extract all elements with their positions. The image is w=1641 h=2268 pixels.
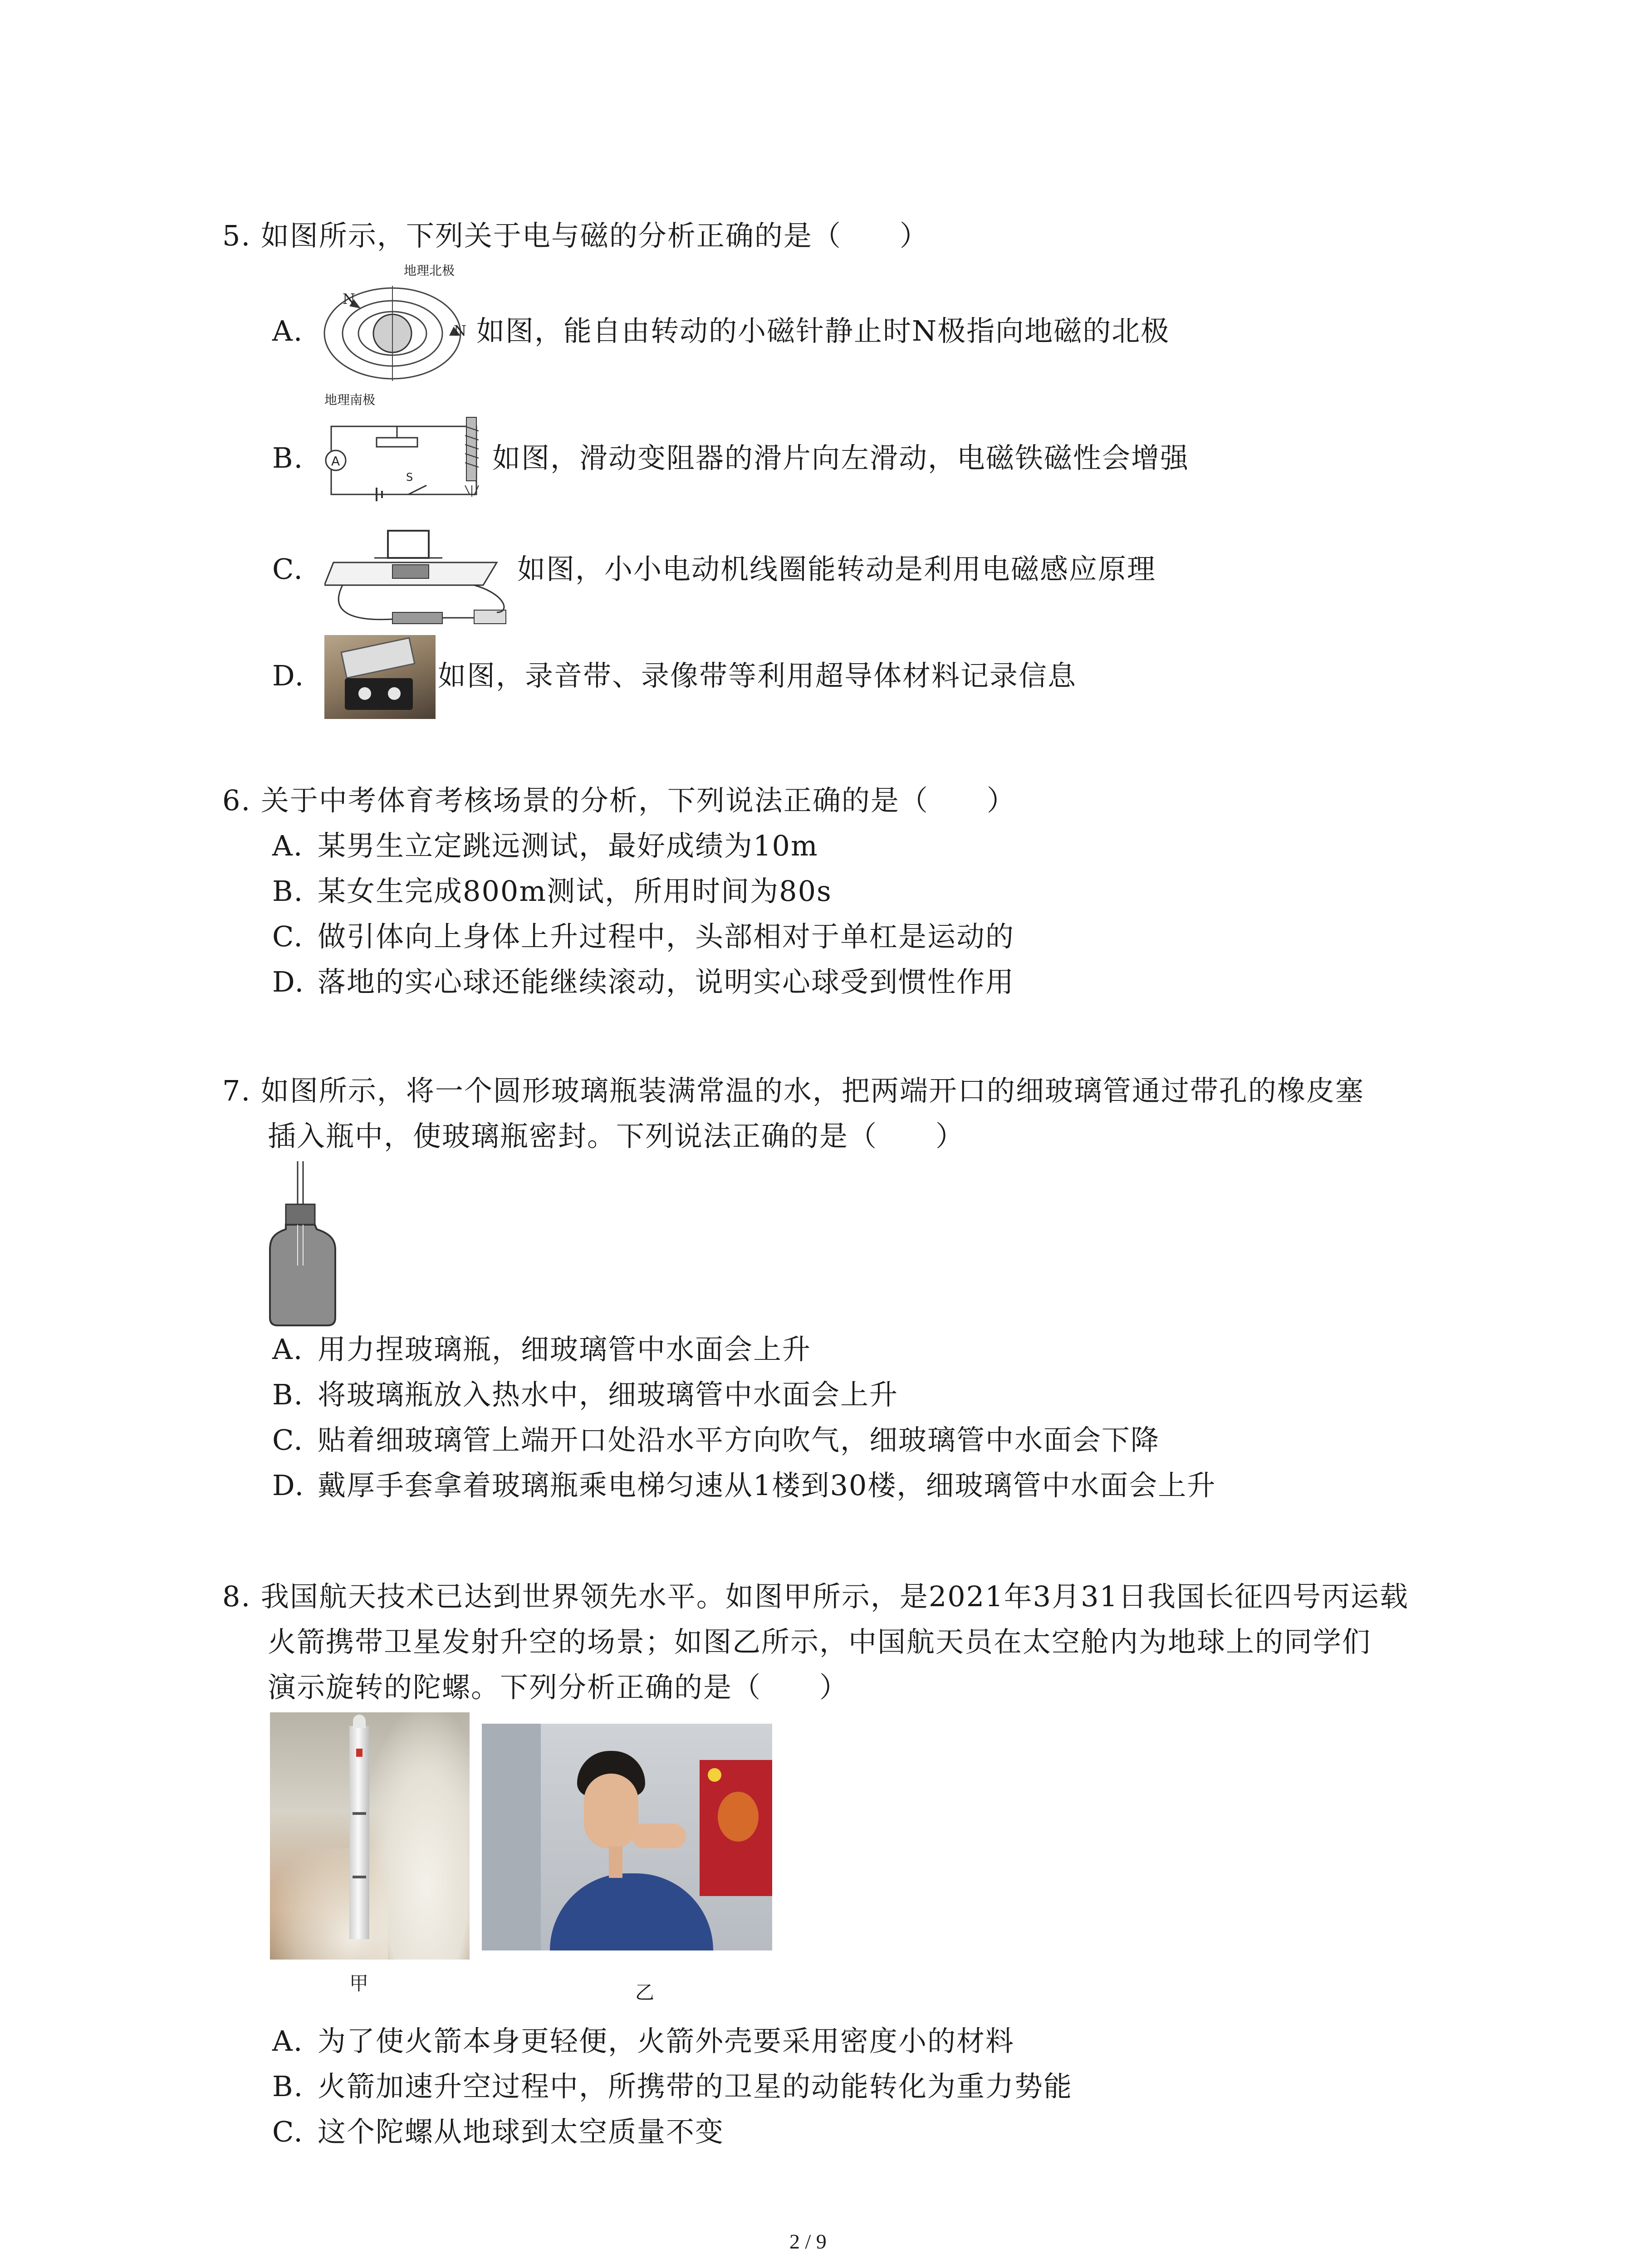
q6-option-a: [272, 823, 818, 869]
q6-option-a-letter: A.: [272, 829, 304, 862]
q8-stem-line2: 火箭携带卫星发射升空的场景；如图乙所示，中国航天员在太空舱内为地球上的同学们: [268, 1625, 1372, 1658]
q8-option-a: [272, 2019, 1014, 2064]
switch-label: S: [406, 471, 413, 484]
compass-n-label-right: N: [454, 322, 466, 339]
geographic-north-label: 地理北极: [404, 263, 455, 278]
q7-option-c-letter: C.: [272, 1423, 304, 1457]
q7-option-d-letter: D.: [272, 1469, 305, 1502]
q8-option-a-text: 为了使火箭本身更轻便，火箭外壳要采用密度小的材料: [318, 2024, 1015, 2058]
q6-option-d-letter: D.: [272, 965, 305, 998]
q6-option-c-text: 做引体向上身体上升过程中，头部相对于单杠是运动的: [318, 920, 1015, 953]
compass-n-label-left: N: [343, 290, 355, 308]
q8-stem-line3: 演示旋转的陀螺。下列分析正确的是（ ）: [268, 1671, 849, 1704]
q5-option-b-text: 如图，滑动变阻器的滑片向左滑动，电磁铁磁性会增强: [492, 441, 1190, 474]
geographic-south-label: 地理南极: [324, 392, 376, 407]
q7-stem-line1: 7. 如图所示，将一个圆形玻璃瓶装满常温的水，把两端开口的细玻璃管通过带孔的橡皮塞: [222, 1074, 1364, 1107]
q7-option-b: [272, 1372, 898, 1418]
q8-option-c: [272, 2109, 724, 2155]
page-number: 2 / 9: [789, 2230, 827, 2253]
q7-option-b-letter: B.: [272, 1378, 304, 1411]
earth-magnetic-field-figure: [318, 259, 467, 408]
astronaut-spinning-top-photo: [482, 1724, 772, 1950]
q7-stem-line2: 插入瓶中，使玻璃瓶密封。下列说法正确的是（ ）: [268, 1119, 965, 1153]
q7-option-c-text: 贴着细玻璃管上端开口处沿水平方向吹气，细玻璃管中水面会下降: [318, 1423, 1160, 1457]
q5-option-a-letter: A.: [272, 314, 304, 347]
glass-bottle-figure: [268, 1161, 340, 1329]
caption-jia: 甲: [349, 1972, 369, 1994]
q6-option-c: [272, 914, 1014, 959]
cassette-tape-photo: [324, 635, 436, 719]
q7-option-a-letter: A.: [272, 1333, 304, 1366]
electromagnet-circuit-figure: [322, 413, 495, 508]
q6-option-b-letter: B.: [272, 875, 304, 908]
rocket-launch-photo: [270, 1712, 470, 1960]
q8-option-c-text: 这个陀螺从地球到太空质量不变: [318, 2115, 725, 2148]
q6-option-b: [272, 869, 832, 914]
q8-option-a-letter: A.: [272, 2024, 304, 2058]
q8-option-b-text: 火箭加速升空过程中，所携带的卫星的动能转化为重力势能: [318, 2070, 1073, 2103]
q7-option-d-text: 戴厚手套拿着玻璃瓶乘电梯匀速从1楼到30楼，细玻璃管中水面会上升: [318, 1469, 1216, 1502]
q6-option-d-text: 落地的实心球还能继续滚动，说明实心球受到惯性作用: [318, 965, 1015, 998]
q8-option-b: [272, 2064, 1073, 2109]
q7-option-c: [272, 1418, 1160, 1463]
q5-option-c-letter: C.: [272, 552, 304, 586]
q7-option-a-text: 用力捏玻璃瓶，细玻璃管中水面会上升: [318, 1333, 812, 1366]
q6-option-d: [272, 959, 1014, 1005]
q6-option-c-letter: C.: [272, 920, 304, 953]
q7-option-b-text: 将玻璃瓶放入热水中，细玻璃管中水面会上升: [318, 1378, 899, 1411]
q5-stem: 5. 如图所示，下列关于电与磁的分析正确的是（ ）: [222, 219, 929, 252]
ammeter-label: A: [331, 454, 340, 469]
q8-option-b-letter: B.: [272, 2070, 304, 2103]
q8-option-c-letter: C.: [272, 2115, 304, 2148]
q7-option-a: [272, 1327, 811, 1372]
q5-option-d-letter: D.: [272, 659, 305, 692]
q6-option-b-text: 某女生完成800m测试，所用时间为80s: [318, 875, 832, 908]
q7-option-d: [272, 1463, 1216, 1508]
q5-option-c-text: 如图，小小电动机线圈能转动是利用电磁感应原理: [517, 552, 1156, 586]
motor-figure: [324, 522, 515, 631]
q6-stem: 6. 关于中考体育考核场景的分析，下列说法正确的是（ ）: [222, 784, 1016, 817]
q8-stem-line1: 8. 我国航天技术已达到世界领先水平。如图甲所示，是2021年3月31日我国长征四号丙运载: [222, 1580, 1409, 1613]
q5-option-b-letter: B.: [272, 441, 304, 474]
caption-yi: 乙: [635, 1981, 655, 2004]
q6-option-a-text: 某男生立定跳远测试，最好成绩为10m: [318, 829, 818, 862]
q5-option-a-text: 如图，能自由转动的小磁针静止时N极指向地磁的北极: [476, 314, 1170, 347]
q5-option-d-text: 如图，录音带、录像带等利用超导体材料记录信息: [438, 659, 1077, 692]
